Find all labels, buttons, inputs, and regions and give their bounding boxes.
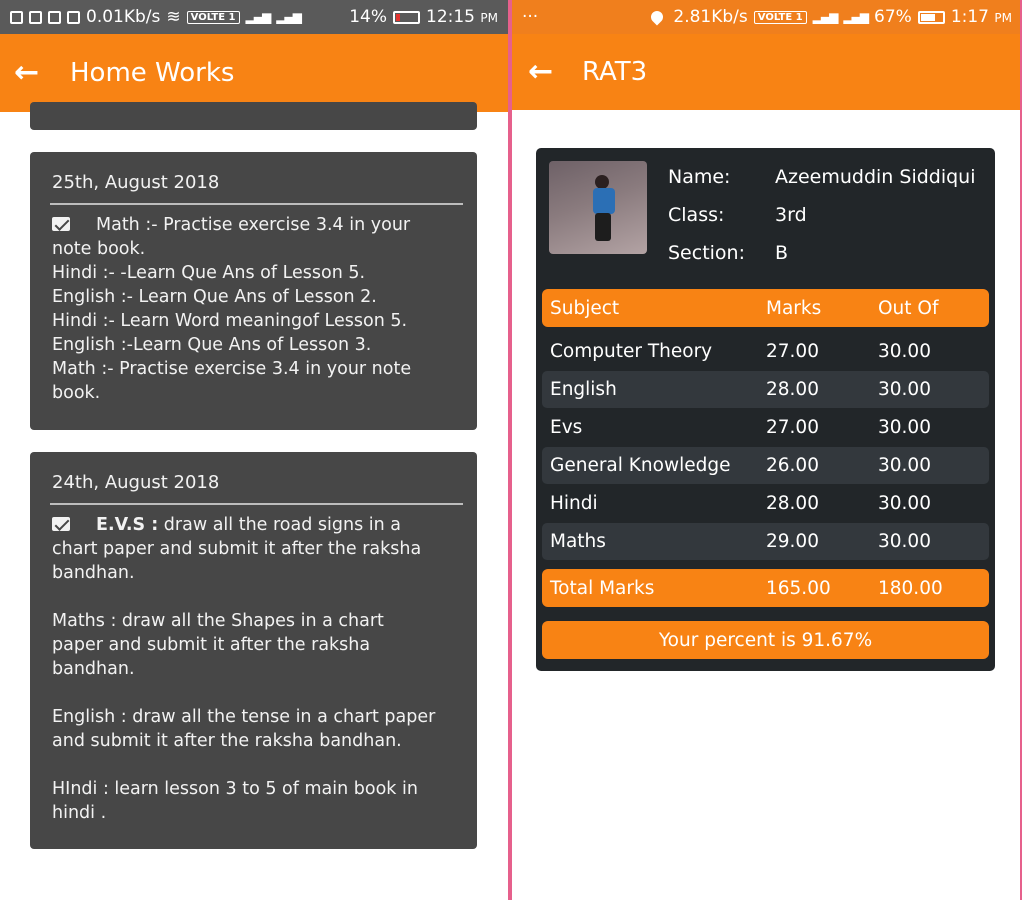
table-row: English 28.00 30.00 — [542, 371, 989, 408]
envelope-open-icon — [52, 217, 70, 231]
location-icon — [649, 9, 666, 26]
homework-text: Math :- Practise exercise 3.4 in your note book. Hindi :- -Learn Que Ans of Lesson 5. English :- Learn Que Ans of Lesson 2. Hindi :- Learn Word meaningof Lesson 5. English :-Learn Que Ans of Lesson 3. Math :- Practise exercise 3.4 in your note book. — [52, 215, 412, 403]
battery-icon — [393, 11, 420, 24]
signal-icon: ▂▄▆ — [245, 10, 271, 24]
student-info — [668, 166, 976, 280]
page-title: Home Works — [70, 58, 235, 88]
signal-icon: ▂▄▆ — [812, 10, 838, 24]
homework-text: E.V.S : draw all the road signs in a chart paper and submit it after the raksha bandhan. Maths : draw all the Shapes in a chart paper and submit it after the raksha bandhan. English : draw all the tense in a chart paper and submit it after the raksha bandhan. HIndi : learn lesson 3 to 5 of main book in hindi . — [52, 515, 436, 823]
vibrate-icon — [67, 11, 80, 24]
homework-date: 24th, August 2018 — [52, 472, 220, 493]
network-speed: 2.81Kb/s — [673, 7, 748, 27]
status-bar — [0, 0, 508, 34]
percent-banner: Your percent is 91.67% — [542, 621, 989, 659]
page-title: RAT3 — [582, 57, 648, 87]
table-header: Subject Marks Out Of — [542, 289, 989, 327]
student-name: Azeemuddin Siddiqui — [775, 166, 976, 188]
homework-date: 25th, August 2018 — [52, 172, 220, 193]
battery-percent: 67% — [874, 7, 912, 27]
homework-card — [30, 152, 477, 430]
volte-badge: VOLTE 1 — [187, 11, 240, 24]
signal-icon: ▂▄▆ — [843, 10, 869, 24]
notification-icon — [10, 11, 23, 24]
result-card — [536, 148, 995, 671]
more-notifications: ··· — [522, 7, 539, 27]
student-class: 3rd — [775, 204, 807, 226]
wifi-icon: ≋ — [166, 7, 181, 27]
table-row: Hindi 28.00 30.00 — [550, 493, 931, 514]
battery-icon — [918, 11, 945, 24]
homework-card — [30, 452, 477, 849]
clock: 12:15 PM — [426, 7, 498, 27]
homework-card — [30, 102, 477, 130]
table-row: General Knowledge 26.00 30.00 — [542, 447, 989, 484]
status-bar — [512, 0, 1022, 34]
section-label: Section: — [668, 242, 745, 264]
envelope-open-icon — [52, 517, 70, 531]
clock: 1:17 PM — [950, 7, 1012, 27]
arrow-left-icon[interactable]: ← — [528, 54, 554, 89]
volte-badge: VOLTE 1 — [754, 11, 807, 24]
signal-icon: ▂▄▆ — [276, 10, 301, 24]
app-bar — [512, 34, 1022, 110]
class-label: Class: — [668, 204, 725, 226]
arrow-left-icon[interactable]: ← — [14, 55, 40, 90]
homeworks-screen — [0, 0, 508, 900]
student-photo — [549, 161, 647, 254]
name-label: Name: — [668, 166, 731, 188]
table-row: Evs 27.00 30.00 — [550, 417, 931, 438]
table-row: Maths 29.00 30.00 — [542, 523, 989, 560]
student-section: B — [775, 242, 789, 264]
app-bar — [0, 34, 508, 112]
notification-icon — [29, 11, 42, 24]
sim-icon — [48, 11, 61, 24]
total-marks-row: Total Marks 165.00 180.00 — [542, 569, 989, 607]
result-screen — [512, 0, 1022, 900]
battery-percent: 14% — [349, 7, 387, 27]
network-speed: 0.01Kb/s — [86, 7, 161, 27]
table-row: Computer Theory 27.00 30.00 — [550, 341, 931, 362]
